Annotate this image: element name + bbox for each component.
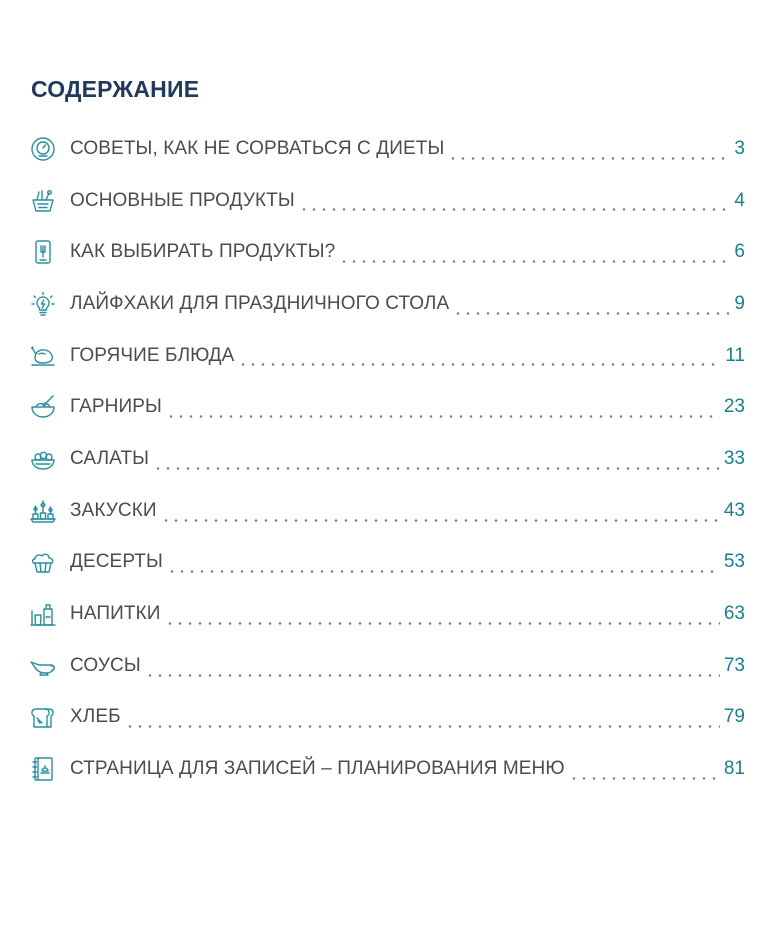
dot-leader xyxy=(166,415,720,418)
toc-entry[interactable] xyxy=(30,381,745,433)
gravy-boat-icon xyxy=(30,653,56,679)
toc-title: СОДЕРЖАНИЕ xyxy=(31,76,200,102)
dot-leader xyxy=(165,622,720,625)
toc-page-number: 33 xyxy=(723,447,745,469)
toc-page-number: 43 xyxy=(723,499,745,521)
toc-page-number: 9 xyxy=(734,292,745,314)
toc-entry[interactable] xyxy=(30,330,745,382)
toc-page-number: 23 xyxy=(723,396,745,418)
toc-entry-label: СОУСЫ xyxy=(70,654,141,676)
toc-entry[interactable] xyxy=(30,692,745,744)
toc-page-number: 6 xyxy=(734,241,745,263)
toc-entry-label: ХЛЕБ xyxy=(70,706,121,728)
dot-leader xyxy=(569,777,720,780)
toc-entry[interactable] xyxy=(30,226,745,278)
toc-entry[interactable] xyxy=(30,640,745,692)
toc-entry[interactable] xyxy=(30,278,745,330)
toc-entry-label: ЛАЙФХАКИ ДЛЯ ПРАЗДНИЧНОГО СТОЛА xyxy=(70,292,450,314)
toc-entry-label: ГАРНИРЫ xyxy=(70,396,162,418)
dot-leader xyxy=(339,260,729,263)
toc-entry[interactable] xyxy=(30,743,745,795)
toc-entry-label: ГОРЯЧИЕ БЛЮДА xyxy=(70,344,235,366)
toc-page-number: 73 xyxy=(723,654,745,676)
lightbulb-icon xyxy=(30,291,56,317)
toc-entry-label: СТРАНИЦА ДЛЯ ЗАПИСЕЙ – ПЛАНИРОВАНИЯ МЕНЮ xyxy=(70,758,565,780)
toc-entry-label: ДЕСЕРТЫ xyxy=(70,551,163,573)
dot-leader xyxy=(125,725,720,728)
toc-page-number: 81 xyxy=(723,758,745,780)
groceries-basket-icon xyxy=(30,188,56,214)
dot-leader xyxy=(299,208,729,211)
dot-leader xyxy=(453,312,729,315)
dot-leader xyxy=(153,467,720,470)
canapes-icon xyxy=(30,498,56,524)
phone-recipe-icon xyxy=(30,239,56,265)
salad-bowl-icon xyxy=(30,446,56,472)
scale-icon xyxy=(30,136,56,162)
drinks-icon xyxy=(30,601,56,627)
dot-leader xyxy=(448,157,729,160)
toc-entry[interactable] xyxy=(30,588,745,640)
toc-entry[interactable] xyxy=(30,485,745,537)
toc-page-number: 53 xyxy=(723,551,745,573)
dot-leader xyxy=(167,570,720,573)
toc-entry-label: ОСНОВНЫЕ ПРОДУКТЫ xyxy=(70,189,295,211)
toc-entry[interactable] xyxy=(30,123,745,175)
toc-page-number: 63 xyxy=(723,603,745,625)
bowl-spoon-icon xyxy=(30,394,56,420)
toc-page-number: 4 xyxy=(734,189,745,211)
roast-chicken-icon xyxy=(30,343,56,369)
dot-leader xyxy=(145,674,720,677)
bread-icon xyxy=(30,704,56,730)
dot-leader xyxy=(161,519,720,522)
toc-page-number: 3 xyxy=(734,137,745,159)
toc-list xyxy=(30,123,745,795)
toc-entry-label: КАК ВЫБИРАТЬ ПРОДУКТЫ? xyxy=(70,241,336,263)
toc-entry-label: НАПИТКИ xyxy=(70,603,161,625)
cupcake-icon xyxy=(30,549,56,575)
toc-entry[interactable] xyxy=(30,537,745,589)
notebook-icon xyxy=(30,756,56,782)
toc-entry[interactable] xyxy=(30,175,745,227)
toc-page-number: 11 xyxy=(725,344,745,366)
dot-leader xyxy=(238,363,721,366)
toc-entry[interactable] xyxy=(30,433,745,485)
toc-entry-label: САЛАТЫ xyxy=(70,447,150,469)
toc-entry-label: СОВЕТЫ, КАК НЕ СОРВАТЬСЯ С ДИЕТЫ xyxy=(70,137,445,159)
toc-entry-label: ЗАКУСКИ xyxy=(70,499,157,521)
toc-page-number: 79 xyxy=(723,706,745,728)
